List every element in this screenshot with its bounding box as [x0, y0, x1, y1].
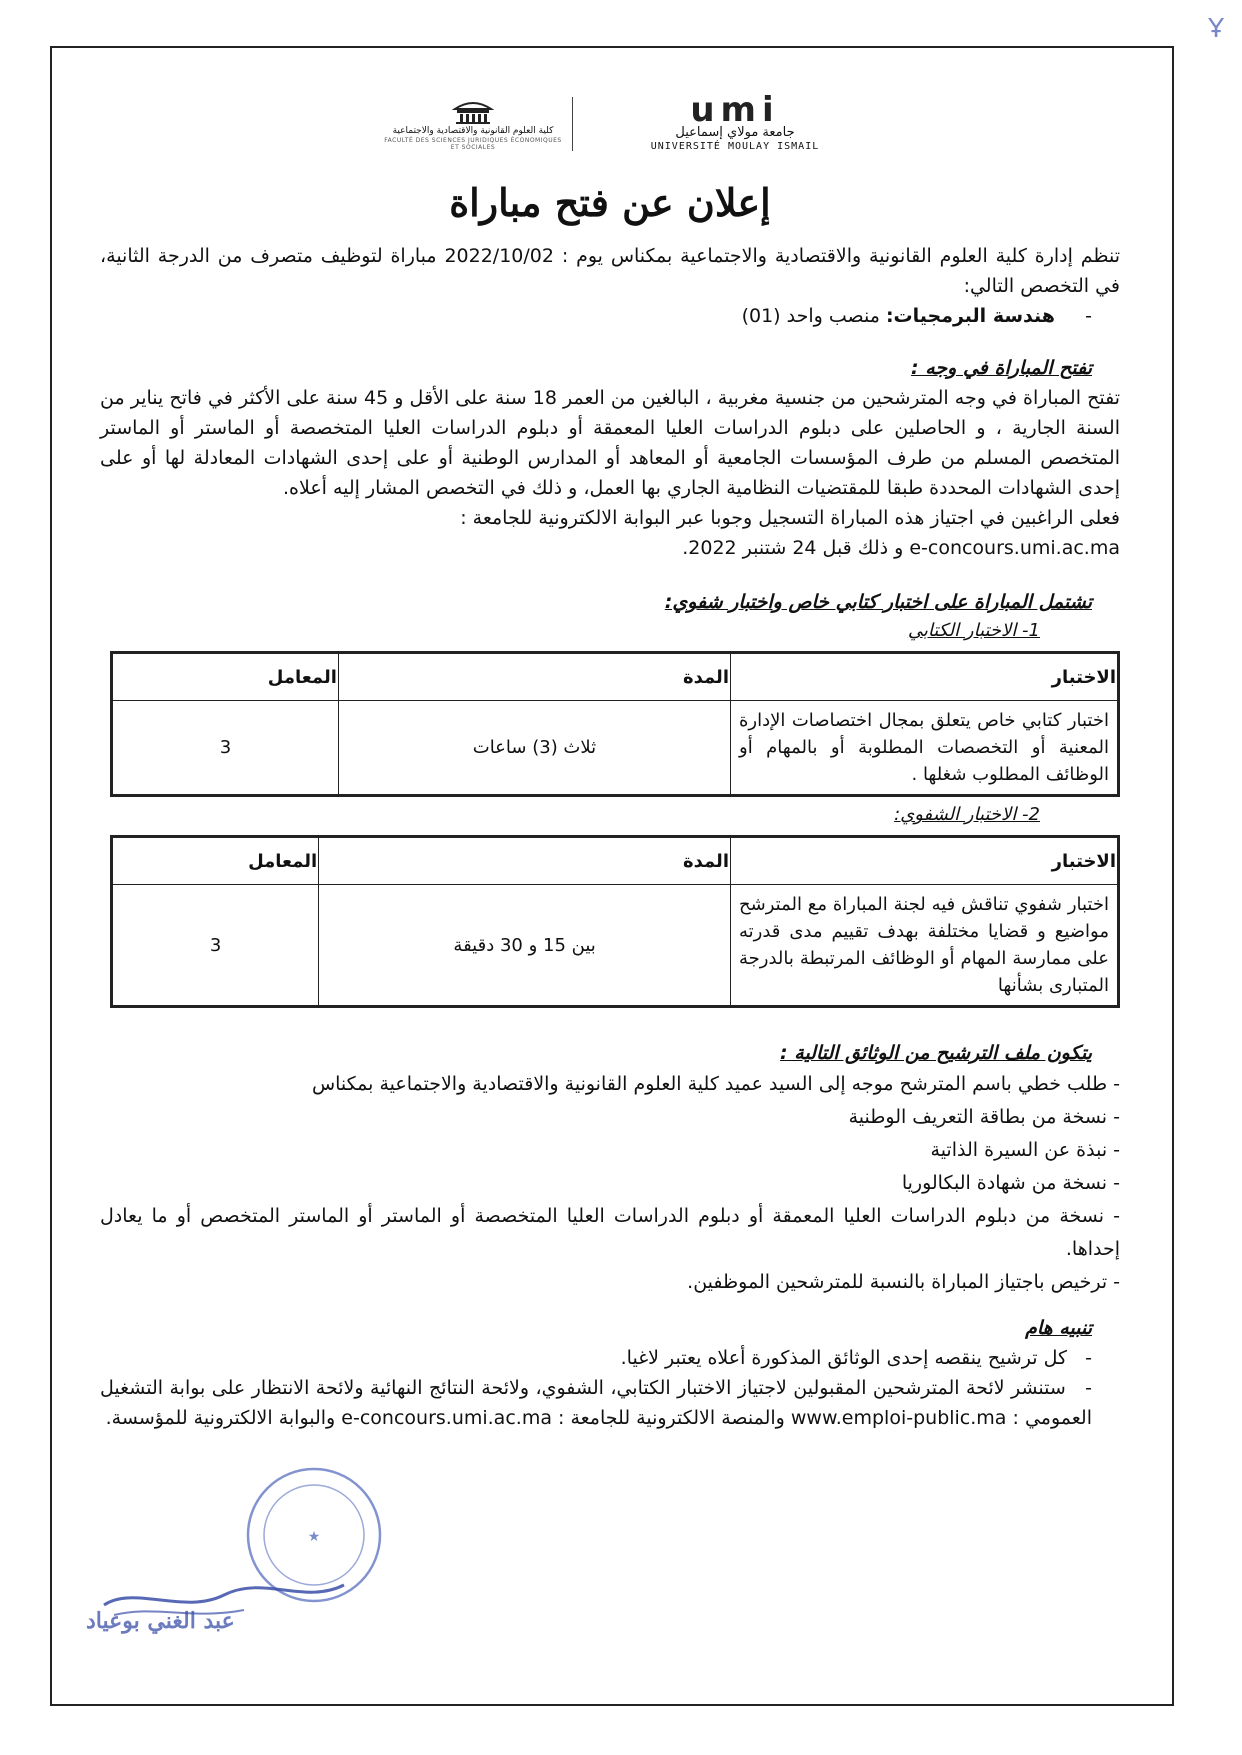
header-logos [380, 90, 820, 155]
oral-exam-description: اختبار شفوي تناقش فيه لجنة المباراة مع المترشح مواضيع و قضايا مختلفة بهدف تقييم مدى قدرته على ممارسة المهام أو الوظائف المرتبطة بالدرجة المتبارى بشأنها [731, 885, 1119, 1007]
notice-item-2: - ستنشر لائحة المترشحين المقبولين لاجتياز الاختبار الكتابي، الشفوي، ولائحة النتائج النهائية ولائحة الانتظار على بوابة التشغيل العمومي : www.emploi-public.ma والمنصة الالكترونية للجامعة : e-concours.umi.ac.ma والبوابة الالكترونية للمؤسسة. [100, 1377, 1092, 1429]
eligibility-text: تفتح المباراة في وجه المترشحين من جنسية مغربية ، البالغين من العمر 18 سنة على الأقل و 45 سنة على الأكثر في فاتح يناير من السنة الجارية ، و الحاصلين على دبلوم الدراسات العليا المعمقة أو دبلوم الدراسات العليا المتخصصة أو الماستر أو الماستر المتخصص المسلم من طرف المؤسسات الجامعية أو المعاهد أو المدارس الوطنية أو على إحدى الشهادات المعادلة لها أو على إحدى الشهادات المحددة طبقا للمقتضيات النظامية الجاري بها العمل، و ذلك في التخصص المشار إليه أعلاه. [100, 387, 1120, 499]
university-logo [650, 90, 820, 152]
written-exam-label: 1- الاختبار الكتابي [907, 620, 1040, 641]
notice-item-2-end: والبوابة الالكترونية للمؤسسة. [105, 1407, 336, 1429]
list-item: - نسخة من دبلوم الدراسات العليا المعمقة أو دبلوم الدراسات العليا المتخصصة أو الماستر أو الماستر المتخصص أو ما يعادل إحداها. [100, 1205, 1120, 1260]
table-row [112, 885, 1119, 1007]
written-exam-table [110, 651, 1120, 797]
list-item: - نسخة من بطاقة التعريف الوطنية [848, 1106, 1120, 1128]
registration-instruction: فعلى الراغبين في اجتياز هذه المباراة التسجيل وجوبا عبر البوابة الالكترونية للجامعة : [460, 507, 1120, 529]
oral-exam-coefficient: 3 [112, 885, 319, 1007]
table-header-row [112, 837, 1119, 885]
faculty-logo [380, 99, 566, 151]
written-exam-coefficient: 3 [112, 701, 339, 796]
announcement-body [100, 180, 1120, 1433]
documents-list [100, 1068, 1120, 1299]
portal-link[interactable]: e-concours.umi.ac.ma [909, 537, 1120, 559]
university-name-fr: UNIVERSITÉ MOULAY ISMAIL [650, 141, 820, 152]
registration-text [100, 503, 1120, 533]
notice-heading: تنبيه هام [1025, 1317, 1092, 1339]
notice-item-1: - كل ترشيح ينقصه إحدى الوثائق المذكورة أعلاه يعتبر لاغيا. [620, 1347, 1092, 1369]
emploi-public-link[interactable]: www.emploi-public.ma [790, 1407, 1007, 1429]
exams-heading: تشتمل المباراة على اختبار كتابي خاص واختبار شفوي: [664, 591, 1092, 613]
notice-item-2-mid: والمنصة الالكترونية للجامعة : [558, 1407, 785, 1429]
econcours-link[interactable]: e-concours.umi.ac.ma [341, 1407, 552, 1429]
oral-exam-label: 2- الاختبار الشفوي: [894, 804, 1040, 825]
umi-logo-mark: umi [690, 90, 780, 130]
oral-exam-table [110, 835, 1120, 1008]
table-header-row [112, 653, 1119, 701]
written-exam-duration: ثلاث (3) ساعات [338, 701, 730, 796]
list-item: - نسخة من شهادة البكالوريا [901, 1172, 1120, 1194]
signature-name: عبد الغني بوعياد [86, 1608, 235, 1634]
documents-heading: يتكون ملف الترشيح من الوثائق التالية : [780, 1042, 1092, 1064]
table-row [112, 701, 1119, 796]
faculty-building-icon [451, 99, 495, 125]
col-exam: الاختبار [731, 653, 1119, 701]
corner-annotation: Ұ [1208, 14, 1224, 44]
specialty-line: - هندسة البرمجيات: منصب واحد (01) [741, 305, 1092, 327]
col-exam: الاختبار [731, 837, 1119, 885]
svg-text:★: ★ [307, 1529, 321, 1545]
written-exam-description: اختبار كتابي خاص يتعلق بمجال اختصاصات الإدارة المعنية أو التخصصات المطلوبة أو بالمهام أو الوظائف المطلوب شغلها . [731, 701, 1119, 796]
list-item: - نبذة عن السيرة الذاتية [930, 1139, 1120, 1161]
oral-exam-duration: بين 15 و 30 دقيقة [319, 885, 731, 1007]
faculty-name-ar: كلية العلوم القانونية والاقتصادية والاجتماعية [392, 126, 554, 136]
col-coefficient: المعامل [112, 653, 339, 701]
notice-item-2-start: ستنشر لائحة المترشحين المقبولين لاجتياز الاختبار الكتابي، الشفوي، ولائحة النتائج النهائية ولائحة الانتظار على بوابة التشغيل العمومي : [100, 1377, 1092, 1429]
deadline-text: و ذلك قبل 24 شتنبر 2022. [682, 537, 904, 559]
specialty-value: منصب واحد (01) [741, 305, 880, 327]
specialty-label: هندسة البرمجيات: [885, 305, 1055, 327]
col-duration: المدة [319, 837, 731, 885]
intro-text: تنظم إدارة كلية العلوم القانونية والاقتصادية والاجتماعية بمكناس يوم : 2022/10/02 مباراة لتوظيف متصرف من الدرجة الثانية، في التخصص التالي: [100, 245, 1121, 297]
list-item: - ترخيص باجتياز المباراة بالنسبة للمترشحين الموظفين. [687, 1271, 1120, 1293]
col-duration: المدة [338, 653, 730, 701]
logo-divider [572, 97, 573, 151]
university-name-ar: جامعة مولاي إسماعيل [675, 125, 795, 140]
col-coefficient: المعامل [112, 837, 319, 885]
registration-portal-line [100, 533, 1120, 563]
list-item: - طلب خطي باسم المترشح موجه إلى السيد عميد كلية العلوم القانونية والاقتصادية والاجتماعية بمكناس [311, 1073, 1120, 1095]
page-title: إعلان عن فتح مباراة [449, 180, 771, 225]
eligibility-heading: تفتح المباراة في وجه : [911, 357, 1092, 379]
faculty-name-fr: FACULTÉ DES SCIENCES JURIDIQUES ÉCONOMIQUES ET SOCIALES [384, 137, 562, 151]
